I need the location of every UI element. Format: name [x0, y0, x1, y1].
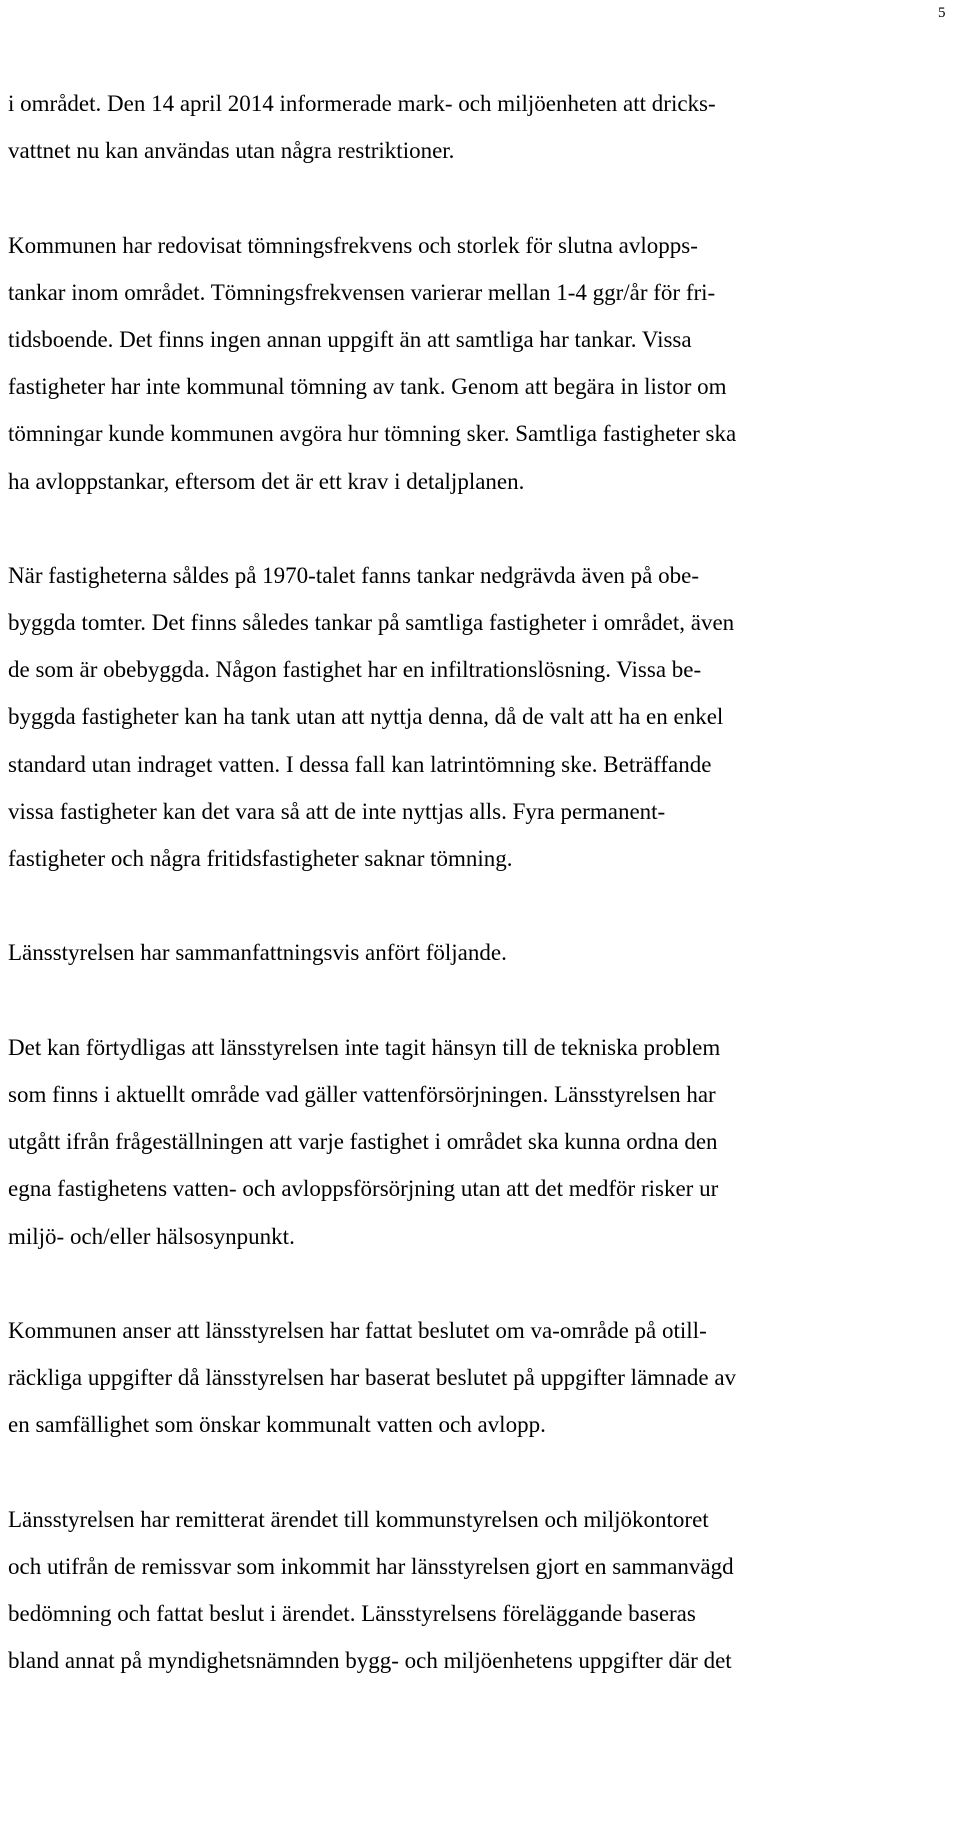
- paragraph-line: utgått ifrån frågeställningen att varje fastighet i området ska kunna ordna den: [8, 1129, 718, 1155]
- paragraph-line: Kommunen anser att länsstyrelsen har fattat beslutet om va-område på otill-: [8, 1317, 707, 1343]
- paragraph-line: tömningar kunde kommunen avgöra hur tömning sker. Samtliga fastigheter ska: [8, 421, 737, 447]
- paragraph-line: bedömning och fattat beslut i ärendet. Länsstyrelsens föreläggande baseras: [8, 1601, 696, 1626]
- paragraph-7: [8, 1496, 960, 1685]
- paragraph-line: egna fastighetens vatten- och avloppsförsörjning utan att det medför risker ur: [8, 1176, 719, 1202]
- paragraph-line: Kommunen har redovisat tömningsfrekvens och storlek för slutna avlopps-: [8, 232, 698, 258]
- paragraph-line: som finns i aktuellt område vad gäller vattenförsörjningen. Länsstyrelsen har: [8, 1081, 716, 1107]
- paragraph-6: [8, 1307, 960, 1449]
- paragraph-gap: [8, 1448, 960, 1495]
- paragraph-1: [8, 80, 960, 174]
- paragraph-line: bland annat på myndighetsnämnden bygg- och miljöenhetens uppgifter där det: [8, 1648, 732, 1674]
- paragraph-line: vattnet nu kan användas utan några restriktioner.: [8, 138, 455, 164]
- paragraph-line: en samfällighet som önskar kommunalt vatten och avlopp.: [8, 1412, 546, 1438]
- paragraph-line: Det kan förtydligas att länsstyrelsen inte tagit hänsyn till de tekniska problem: [8, 1034, 721, 1060]
- paragraph-line: vissa fastigheter kan det vara så att de inte nyttjas alls. Fyra permanent-: [8, 798, 666, 824]
- paragraph-line: När fastigheterna såldes på 1970-talet fanns tankar nedgrävda även på obe-: [8, 562, 699, 588]
- paragraph-line: och utifrån de remissvar som inkommit har länsstyrelsen gjort en sammanvägd: [8, 1553, 734, 1579]
- paragraph-gap: [8, 1260, 960, 1307]
- paragraph-line: räckliga uppgifter då länsstyrelsen har baserat beslutet på uppgifter lämnade av: [8, 1365, 737, 1391]
- paragraph-2: [8, 222, 960, 505]
- paragraph-line: tidsboende. Det finns ingen annan uppgift än att samtliga har tankar. Vissa: [8, 326, 692, 352]
- paragraph-line: byggda fastigheter kan ha tank utan att nyttja denna, då de valt att ha en enkel: [8, 704, 724, 730]
- page-number: 5: [938, 5, 946, 21]
- paragraph-line: Länsstyrelsen har sammanfattningsvis anfört följande.: [8, 940, 507, 966]
- paragraph-gap: [8, 505, 960, 552]
- paragraph-line: standard utan indraget vatten. I dessa fall kan latrintömning ske. Beträffande: [8, 751, 712, 777]
- paragraph-gap: [8, 882, 960, 929]
- document-body: [8, 80, 960, 1684]
- paragraph-line: miljö- och/eller hälsosynpunkt.: [8, 1223, 295, 1249]
- paragraph-line: byggda tomter. Det finns således tankar på samtliga fastigheter i området, även: [8, 610, 735, 636]
- paragraph-line: i området. Den 14 april 2014 informerade mark- och miljöenheten att dricks-: [8, 91, 716, 116]
- paragraph-line: Länsstyrelsen har remitterat ärendet till kommunstyrelsen och miljökontoret: [8, 1506, 709, 1532]
- paragraph-5: [8, 1024, 960, 1260]
- paragraph-gap: [8, 174, 960, 221]
- paragraph-line: tankar inom området. Tömningsfrekvensen varierar mellan 1-4 ggr/år för fri-: [8, 279, 716, 305]
- paragraph-line: fastigheter har inte kommunal tömning av tank. Genom att begära in listor om: [8, 374, 727, 400]
- paragraph-3: [8, 552, 960, 882]
- paragraph-line: de som är obebyggda. Någon fastighet har en infiltrationslösning. Vissa be-: [8, 657, 702, 683]
- paragraph-gap: [8, 977, 960, 1024]
- paragraph-line: fastigheter och några fritidsfastigheter saknar tömning.: [8, 846, 513, 871]
- paragraph-line: ha avloppstankar, eftersom det är ett krav i detaljplanen.: [8, 468, 525, 494]
- paragraph-4: [8, 929, 960, 976]
